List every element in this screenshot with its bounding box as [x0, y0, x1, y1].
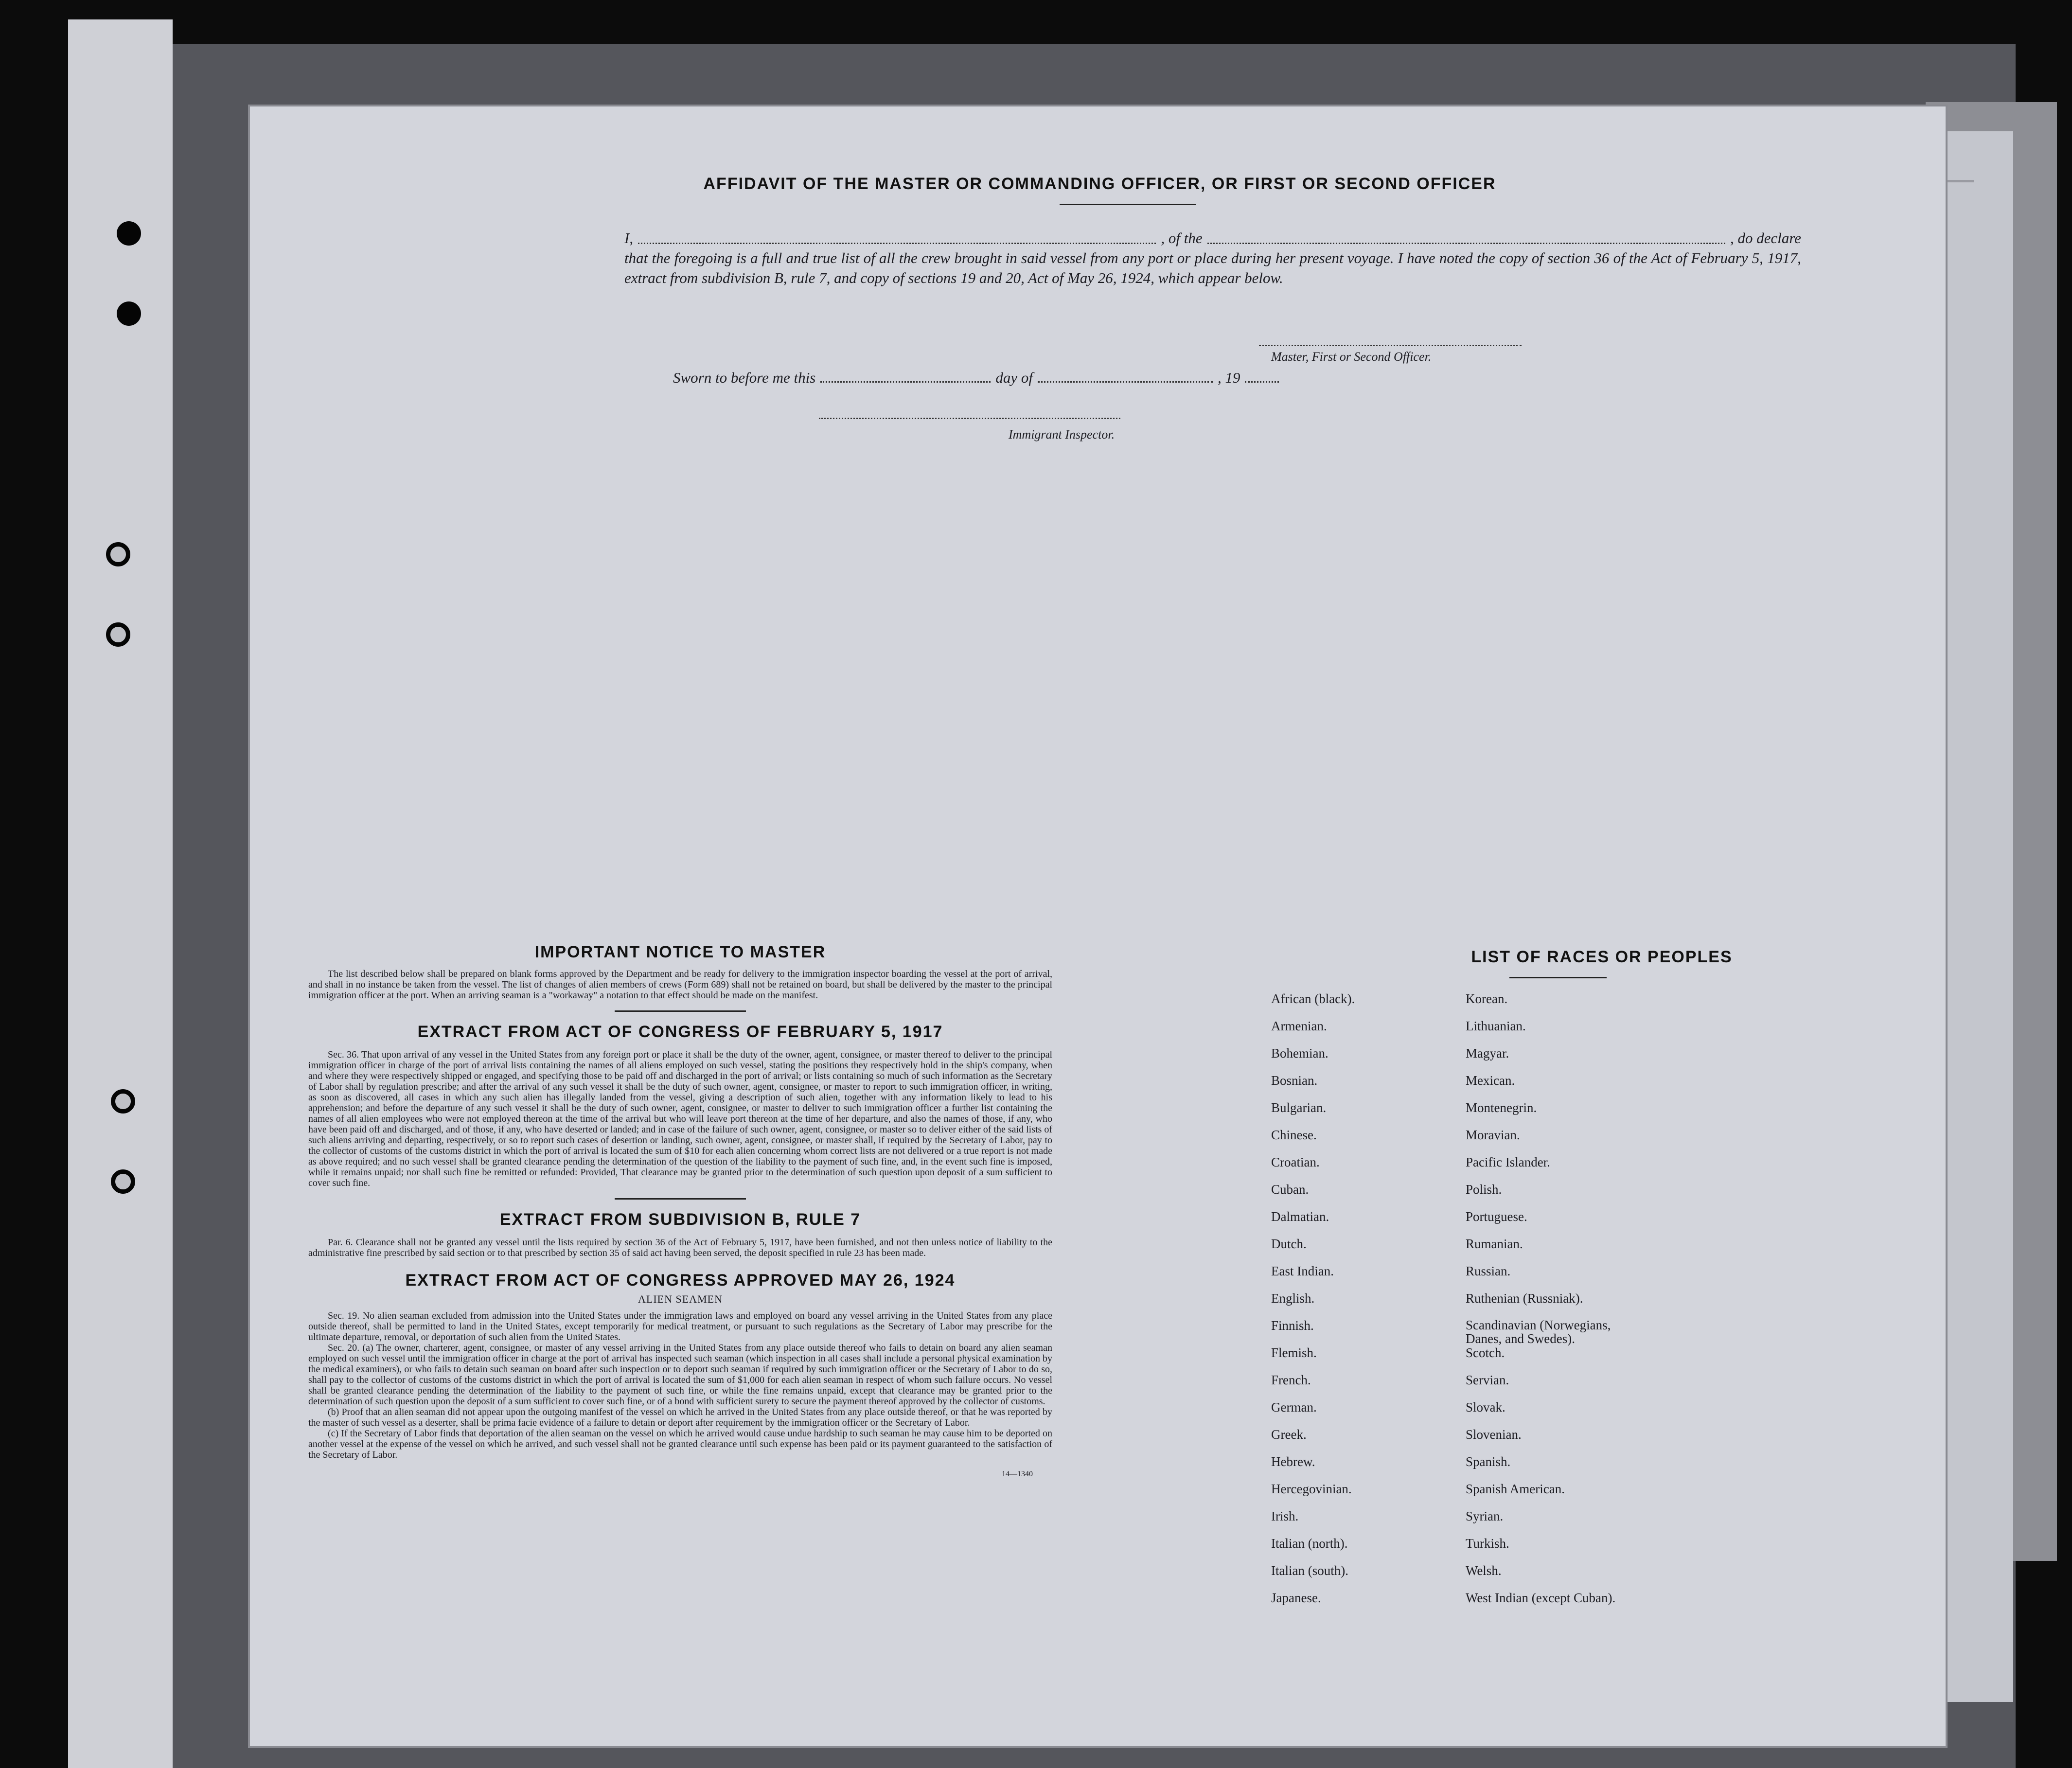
affidavit-line-end: , do declare — [1730, 230, 1802, 247]
binding-hole — [106, 542, 130, 566]
sworn-year-blank[interactable] — [1245, 381, 1279, 383]
vessel-blank[interactable] — [1207, 243, 1725, 244]
race-item: Bosnian. — [1271, 1073, 1318, 1088]
race-item: Slovenian. — [1466, 1427, 1522, 1442]
extract-1917-title: EXTRACT FROM ACT OF CONGRESS OF FEBRUARY 5, 1917 — [417, 1023, 943, 1041]
race-item: Spanish American. — [1466, 1482, 1565, 1496]
race-item: Dutch. — [1271, 1237, 1307, 1251]
affidavit-line-start: I, — [624, 230, 634, 247]
master-signature-line[interactable] — [1259, 345, 1522, 346]
extract-1924-sec20a: Sec. 20. (a) The owner, charterer, agent, consignee, or master of any vessel arriving in the United States from any place outside thereof who fails to detain on board any alien seaman employed on such vessel until the immigration officer in charge at the port of arrival has inspected such seaman (which inspection in all cases shall include a personal physical examination by the medical examiners), or who fails to detain such seaman on board after such inspection or to deport such seaman if required by such immigration officer or the Secretary of Labor to do so, shall pay to the collector of customs of the customs district in which the port of arrival is located the sum of $1,000 for each alien seaman in respect of whom such failure occurs. No vessel shall be granted clearance pending the determination of the liability to the payment of such fine, or while the fine remains unpaid, except that clearance may be granted prior to the determination of such question upon the deposit of a sum sufficient to cover such fine, or of a bond with sufficient surety to secure the payment thereof approved by the collector of customs. — [308, 1343, 1052, 1407]
notice-column — [308, 943, 1052, 1479]
sworn-day-of: day of — [995, 369, 1033, 386]
binding-hole — [111, 1089, 135, 1114]
extract-1924-sec19: Sec. 19. No alien seaman excluded from admission into the United States under the immigration laws and employed on board any vessel arriving in the United States from any place outside thereof, shall be permitted to land in the United States, except temporarily for medical treatment, or pursuant to such regulations as the Secretary of Labor may prescribe for the ultimate departure, removal, or deportation of such alien from the United States. — [308, 1310, 1052, 1343]
race-item: German. — [1271, 1400, 1317, 1414]
race-item: Greek. — [1271, 1427, 1307, 1442]
race-item: Croatian. — [1271, 1155, 1320, 1169]
binding-hole — [117, 221, 141, 246]
affidavit-line-mid: , of the — [1161, 230, 1203, 247]
race-item: Portuguese. — [1466, 1209, 1527, 1224]
race-item: Lithuanian. — [1466, 1019, 1526, 1033]
affidavit-body: that the foregoing is a full and true list of all the crew brought in said vessel from any port or place during her present voyage. I have noted the copy of section 36 of the Act of February 5, 1917, extract from subdivision B, rule 7, and copy of sections 19 and 20, Act of May 26, 1924, which appear below. — [624, 249, 1801, 286]
notice-title: IMPORTANT NOTICE TO MASTER — [534, 943, 826, 961]
race-item: Rumanian. — [1466, 1237, 1523, 1251]
race-item: Italian (north). — [1271, 1536, 1348, 1551]
race-item: Montenegrin. — [1466, 1100, 1537, 1115]
master-signature-label: Master, First or Second Officer. — [1271, 350, 1432, 364]
name-blank[interactable] — [638, 243, 1156, 244]
race-item: Servian. — [1466, 1373, 1509, 1387]
sworn-text: Sworn to before me this — [673, 369, 816, 386]
section-rule — [615, 1198, 746, 1200]
extract-rule7-body: Par. 6. Clearance shall not be granted any vessel until the lists required by section 36 of the Act of February 5, 1917, have been furnished, and not then unless notice of liability to the administrative fine prescribed by said section or to that prescribed by section 35 of said act having been served, the deposit specified in rule 23 has been made. — [308, 1237, 1052, 1258]
race-item: Turkish. — [1466, 1536, 1509, 1551]
race-item: Magyar. — [1466, 1046, 1509, 1061]
sworn-year-prefix: , 19 — [1217, 369, 1240, 386]
sworn-day-blank[interactable] — [820, 381, 991, 383]
race-item: Syrian. — [1466, 1509, 1504, 1523]
race-item: West Indian (except Cuban). — [1466, 1591, 1616, 1605]
race-item: Japanese. — [1271, 1591, 1321, 1605]
race-item: Irish. — [1271, 1509, 1299, 1523]
notice-body: The list described below shall be prepared on blank forms approved by the Department and be ready for delivery to the immigration inspector boarding the vessel at the port of arrival, and shall in no instance be taken from the vessel. The list of changes of alien members of crews (Form 689) shall not be retained on board, but shall be delivered by the master to the principal immigration officer at the port. When an arriving seaman is a "workaway" a notation to that effect should be made on the manifest. — [308, 969, 1052, 1001]
inspector-signature-line[interactable] — [819, 418, 1120, 419]
race-item: Pacific Islander. — [1466, 1155, 1550, 1169]
extract-1924-title: EXTRACT FROM ACT OF CONGRESS APPROVED MAY 26, 1924 — [405, 1271, 956, 1290]
form-number: 14—1340 — [1002, 1470, 1033, 1478]
race-item: Flemish. — [1271, 1345, 1317, 1360]
races-title: LIST OF RACES OR PEOPLES — [1471, 948, 1733, 966]
affidavit-title: AFFIDAVIT OF THE MASTER OR COMMANDING OFFICER, OR FIRST OR SECOND OFFICER — [703, 175, 1496, 193]
binding-hole — [111, 1169, 135, 1194]
race-item: Finnish. — [1271, 1318, 1314, 1333]
sworn-month-blank[interactable] — [1038, 381, 1213, 383]
race-item: Korean. — [1466, 991, 1508, 1006]
extract-rule7-title: EXTRACT FROM SUBDIVISION B, RULE 7 — [499, 1210, 861, 1229]
race-item: Moravian. — [1466, 1128, 1520, 1142]
race-item: English. — [1271, 1291, 1315, 1306]
extract-1924-sec20c: (c) If the Secretary of Labor finds that deportation of the alien seaman on the vessel on which he arrived would cause undue hardship to such seaman he may cause him to be deported on another vessel at the expense of the vessel on which he arrived, and such vessel shall not be granted clearance until such expense has been paid or its payment guaranteed to the satisfaction of the Secretary of Labor. — [308, 1428, 1052, 1460]
race-item: Bohemian. — [1271, 1046, 1328, 1061]
inspector-label: Immigrant Inspector. — [1009, 427, 1115, 442]
race-item: African (black). — [1271, 991, 1355, 1006]
extract-1924-subtitle: ALIEN SEAMEN — [638, 1293, 723, 1305]
races-list — [1271, 991, 1757, 1618]
race-item: Cuban. — [1271, 1182, 1309, 1197]
binding-hole — [117, 301, 141, 326]
race-item: Ruthenian (Russniak). — [1466, 1291, 1583, 1306]
races-rule — [1509, 977, 1607, 978]
race-item: Scotch. — [1466, 1345, 1505, 1360]
race-item: Chinese. — [1271, 1128, 1317, 1142]
extract-1917-body: Sec. 36. That upon arrival of any vessel in the United States from any foreign port or place it shall be the duty of the owner, agent, consignee, or master thereof to deliver to the principal immigration officer in charge of the port of arrival lists containing the names of all aliens employed on such vessel, stating the positions they respectively hold in the ship's company, when and where they were respectively shipped or engaged, and specifying those to be paid off and discharged in the port of arrival; or lists containing so much of such information as the Secretary of Labor shall by regulation prescribe; and after the arrival of any such vessel it shall be the duty of such owner, agent, consignee, or master to report to such immigration officer, in writing, as soon as discovered, all cases in which any such alien has illegally landed from the vessel, giving a description of such alien, together with any information likely to lead to his apprehension; and before the departure of any such vessel it shall be the duty of such owner, agent, consignee, or master to deliver to such immigration officer a further list containing the names of all alien employees who were not employed thereon at the time of the arrival but who will leave port thereon at the time of her departure, and also the names of those, if any, who have been paid off and discharged, and of those, if any, who have deserted or landed; and in case of the failure of such owner, agent, consignee, or master so to deliver either of the said lists of such aliens arriving and departing, respectively, or so to report such cases of desertion or landing, such owner, agent, consignee, or master shall, if required by the Secretary of Labor, pay to the collector of customs of the customs district in which the port of arrival is located the sum of $10 for each alien concerning whom correct lists are not delivered or a true report is not made as above required; and no such vessel shall be granted clearance pending the determination of the question of the liability to the payment of such fine, and, in the event such fine is imposed, while it remains unpaid; nor shall such fine be remitted or refunded: Provided, That clearance may be granted prior to the determination of such question upon deposit of a sum sufficient to cover such fine. — [308, 1049, 1052, 1188]
race-item: Bulgarian. — [1271, 1100, 1327, 1115]
race-item: Mexican. — [1466, 1073, 1515, 1088]
race-item: Italian (south). — [1271, 1563, 1348, 1578]
form-page — [248, 105, 1948, 1748]
binding-hole — [106, 622, 130, 647]
sworn-line — [673, 369, 1284, 387]
race-item: Slovak. — [1466, 1400, 1505, 1414]
race-item: Spanish. — [1466, 1454, 1511, 1469]
left-binding-strip — [68, 19, 173, 1768]
race-item: Russian. — [1466, 1264, 1511, 1278]
race-item: Scandinavian (Norwegians, Danes, and Swedes). — [1466, 1318, 1611, 1346]
race-item: East Indian. — [1271, 1264, 1334, 1278]
title-rule — [1060, 204, 1196, 205]
affidavit-text — [624, 228, 1801, 288]
race-item: Hebrew. — [1271, 1454, 1315, 1469]
race-item: French. — [1271, 1373, 1311, 1387]
race-item: Hercegovinian. — [1271, 1482, 1352, 1496]
race-item: Polish. — [1466, 1182, 1502, 1197]
race-item: Armenian. — [1271, 1019, 1327, 1033]
extract-1924-sec20b: (b) Proof that an alien seaman did not appear upon the outgoing manifest of the vessel on which he arrived in the United States from any place outside thereof, or that he was reported by the master of such vessel as a deserter, shall be prima facie evidence of a failure to detain or deport after requirement by the immigration officer or the Secretary of Labor. — [308, 1407, 1052, 1428]
race-item: Welsh. — [1466, 1563, 1502, 1578]
section-rule — [615, 1010, 746, 1012]
race-item: Dalmatian. — [1271, 1209, 1329, 1224]
